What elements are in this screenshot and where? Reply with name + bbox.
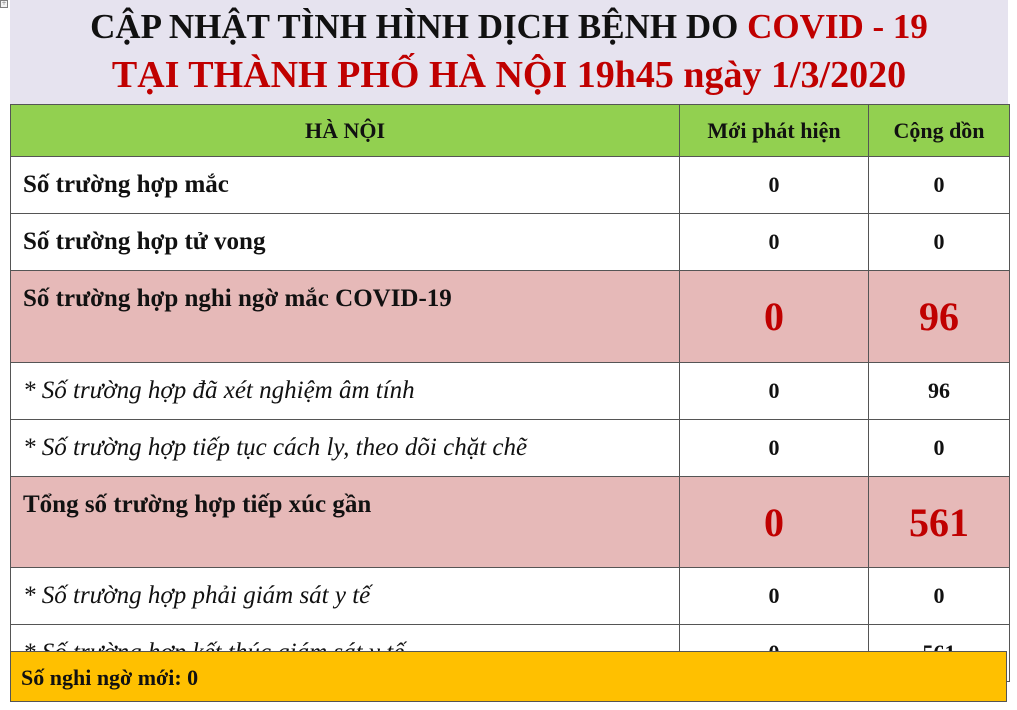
row-cumulative-value: 0 (869, 157, 1010, 214)
row-cumulative-value: 561 (869, 477, 1010, 568)
table-header-row (11, 105, 1010, 157)
column-header-new: Mới phát hiện (680, 105, 869, 157)
row-new-value: 0 (680, 477, 869, 568)
table-row (11, 568, 1010, 625)
table-row (11, 157, 1010, 214)
row-label: * Số trường hợp đã xét nghiệm âm tính (11, 363, 680, 420)
row-new-value: 0 (680, 568, 869, 625)
row-new-value: 0 (680, 214, 869, 271)
row-label: * Số trường hợp tiếp tục cách ly, theo dõi chặt chẽ (11, 420, 680, 477)
table-row (11, 214, 1010, 271)
row-new-value: 0 (680, 157, 869, 214)
new-suspected-summary: Số nghi ngờ mới: 0 (10, 651, 1007, 702)
row-cumulative-value: 96 (869, 363, 1010, 420)
row-label: * Số trường hợp phải giám sát y tế (11, 568, 680, 625)
table-row-highlight (11, 271, 1010, 363)
statistics-table (10, 104, 1010, 682)
row-cumulative-value: 0 (869, 568, 1010, 625)
row-label: Số trường hợp tử vong (11, 214, 680, 271)
column-header-hanoi: HÀ NỘI (11, 105, 680, 157)
row-new-value: 0 (680, 271, 869, 363)
title-line-1-prefix: CẬP NHẬT TÌNH HÌNH DỊCH BỆNH DO (90, 7, 739, 46)
table-row (11, 420, 1010, 477)
title-covid-label: COVID - 19 (747, 7, 928, 46)
row-cumulative-value: 0 (869, 214, 1010, 271)
table-row-highlight (11, 477, 1010, 568)
resize-handle-icon: + (1, 0, 7, 7)
column-header-cumulative: Cộng dồn (869, 105, 1010, 157)
title-line-2: TẠI THÀNH PHỐ HÀ NỘI 19h45 ngày 1/3/2020 (111, 54, 907, 96)
row-label: Số trường hợp nghi ngờ mắc COVID-19 (11, 271, 680, 363)
row-label: Số trường hợp mắc (11, 157, 680, 214)
row-label: Tổng số trường hợp tiếp xúc gần (11, 477, 680, 568)
table-row (11, 363, 1010, 420)
row-new-value: 0 (680, 363, 869, 420)
row-cumulative-value: 96 (869, 271, 1010, 363)
row-cumulative-value: 0 (869, 420, 1010, 477)
title-line-1 (10, 6, 1008, 48)
row-new-value: 0 (680, 420, 869, 477)
page-header (10, 0, 1008, 104)
